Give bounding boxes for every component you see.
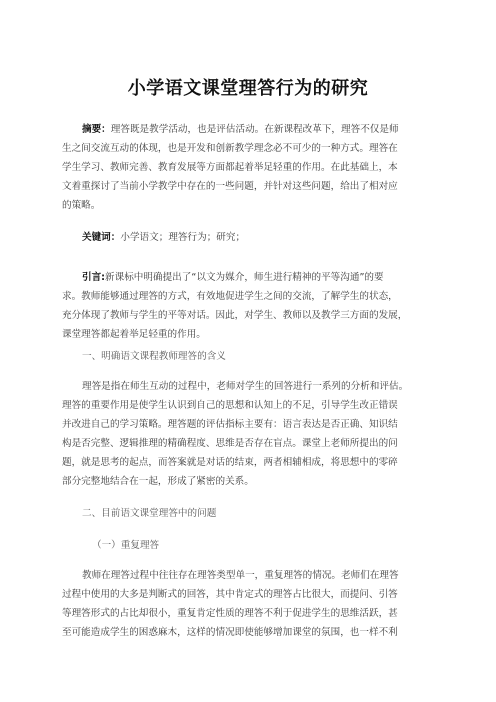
abstract-label: 摘要： xyxy=(82,124,111,135)
intro-line: 充分体现了教师与学生的平等对话。因此，对学生、教师以及教学三方面的发展， xyxy=(62,310,408,321)
body-line: 部分完整地结合在一起，形成了紧密的关系。 xyxy=(62,476,254,487)
abstract-line: 文着重探讨了当前小学教学中存在的一些问题，并针对这些问题，给出了相对应 xyxy=(62,181,398,192)
document-title: 小学语文课堂理答行为的研究 xyxy=(127,78,369,99)
section-heading: 二、目前语文课堂理答中的问题 xyxy=(82,508,217,519)
body-line: 构是否完整、逻辑推理的精确程度、思维是否存在盲点。课堂上老师所提出的问 xyxy=(62,438,398,449)
body-line: 至可能造成学生的困惑麻木，这样的情况即使能够增加课堂的氛围，也一样不利 xyxy=(62,627,398,638)
sub-heading: （一）重复理答 xyxy=(92,540,160,551)
intro-line: 求。教师能够通过理答的方式，有效地促进学生之间的交流，了解学生的状态， xyxy=(62,291,398,302)
intro-line: 课堂理答都起着举足轻重的作用。 xyxy=(62,329,206,340)
keywords-text: 小学语文；理答行为；研究； xyxy=(120,232,246,243)
body-line: 等理答形式的占比却很小，重复肯定性质的理答不利于促进学生的思维活跃，甚 xyxy=(62,608,398,619)
intro-label: 引言: xyxy=(82,272,106,283)
section2-paragraph xyxy=(62,566,438,642)
body-line: 并改进自己的学习策略。理答题的评估指标主要有：语言表达是否正确、知识结 xyxy=(62,419,398,430)
body-line: 理答的重要作用是使学生认识到自己的思想和认知上的不足，引导学生改正错误 xyxy=(62,400,398,411)
body-line: 教师在理答过程中往往存在理答类型单一，重复理答的情况。老师们在理答 xyxy=(82,570,399,581)
abstract-paragraph xyxy=(62,120,438,215)
section1-paragraph xyxy=(62,377,438,491)
abstract-line: 生之间交流互动的体现，也是开发和创新教学理念必不可少的一种方式。理答在 xyxy=(62,143,398,154)
intro-line: 引言:新课标中明确提出了“以文为媒介，师生进行精神的平等沟通”的要 xyxy=(82,272,384,283)
abstract-line: 摘要：理答既是教学活动，也是评估活动。在新课程改革下，理答不仅是师 xyxy=(82,124,399,135)
keywords-paragraph xyxy=(62,228,438,247)
keywords-label: 关键词： xyxy=(82,232,121,243)
body-line: 过程中使用的大多是判断式的回答，其中肯定式的理答占比很大，而提问、引答 xyxy=(62,589,398,600)
abstract-line: 的策略。 xyxy=(62,200,101,211)
abstract-line: 学生学习、教师完善、教育发展等方面都起着举足轻重的作用。在此基础上，本 xyxy=(62,162,398,173)
section-heading: 一、明确语文课程教师理答的含义 xyxy=(82,351,226,362)
body-line: 理答是指在师生互动的过程中，老师对学生的回答进行一系列的分析和评估。 xyxy=(82,381,409,392)
intro-paragraph xyxy=(62,268,438,344)
body-line: 题，就是思考的起点，而答案就是对话的结束，两者相辅相成，将思想中的零碎 xyxy=(62,457,398,468)
